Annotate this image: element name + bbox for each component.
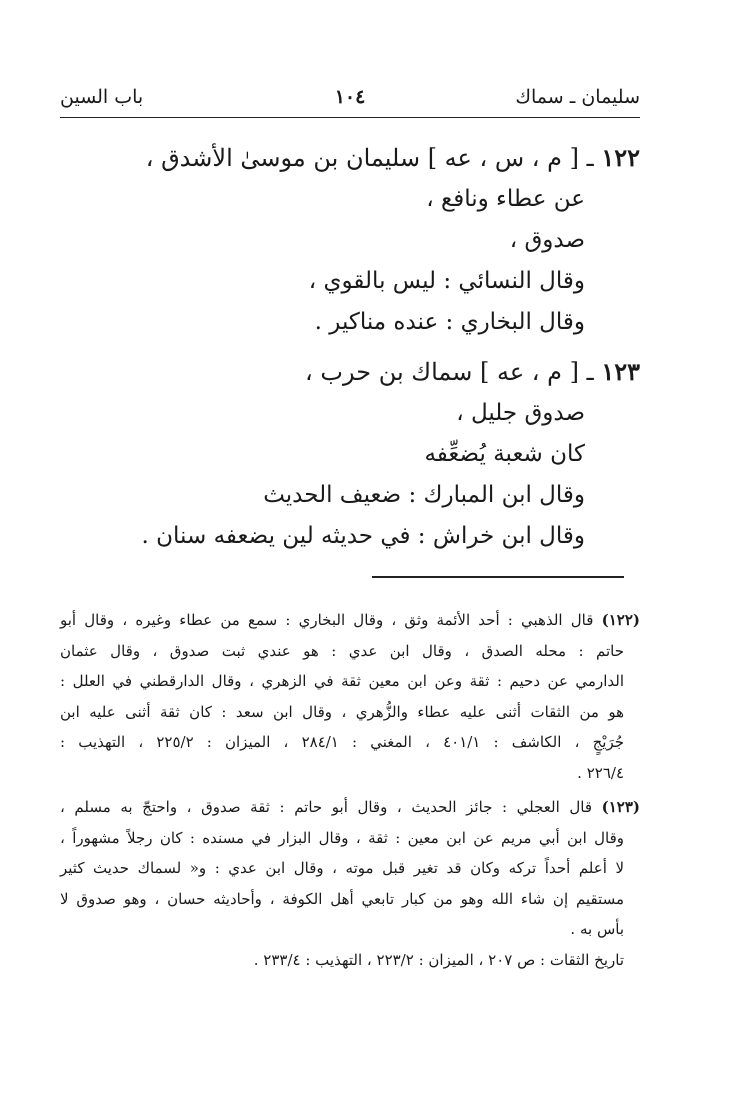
- footnote-line: (١٢٢) قال الذهبي : أحد الأئمة وثق ، وقال البخاري : سمع من عطاء وغيره ، وقال أبو: [60, 611, 640, 629]
- entry-line: عن عطاء ونافع ،: [426, 186, 585, 212]
- entry-heading: [60, 351, 640, 393]
- footnote-line: هو من الثقات أثنى عليه عطاء والزُّهري ، وقال ابن سعد : كان ثقة أثنى عليه ابن: [60, 702, 624, 721]
- entry-line: صدوق ،: [509, 227, 585, 253]
- entry-title: ـ [ م ، س ، عه ] سليمان بن موسىٰ الأشدق ،: [145, 144, 594, 172]
- entry-line: وقال ابن المبارك : ضعيف الحديث: [263, 482, 585, 508]
- entries: [60, 137, 640, 565]
- running-header: [60, 86, 640, 116]
- entry-line: وقال البخاري : عنده مناكير .: [314, 309, 585, 335]
- entry-title: ـ [ م ، عه ] سماك بن حرب ،: [305, 358, 594, 386]
- entry-line: صدوق جليل ،: [456, 400, 585, 426]
- footnote-line: تاريخ الثقات : ص ٢٠٧ ، الميزان : ٢٢٣/٢ ، التهذيب : ٢٣٣/٤ .: [253, 950, 624, 969]
- footnote-122: [60, 605, 640, 788]
- header-section-title: سليمان ـ سماك: [515, 86, 640, 108]
- entry-line: وقال النسائي : ليس بالقوي ،: [308, 268, 585, 294]
- footnote-line: لا أعلم أحداً تركه وكان قد تغير قبل موته ، وقال ابن عدي : و« لسماك حديث كثير: [60, 859, 624, 877]
- footnote-line: ٢٢٦/٤ .: [577, 763, 624, 782]
- footnote-number: (١٢٣): [601, 798, 640, 816]
- entry-heading: [60, 137, 640, 179]
- footnote-number: (١٢٢): [601, 611, 640, 629]
- footnote-line: مستقيم إن شاء الله وهو من كبار تابعي أهل الكوفة ، وأحاديثه حسان ، وهو صدوق لا: [60, 889, 624, 908]
- entry-number: ١٢٣: [601, 357, 640, 386]
- entry-line: كان شعبة يُضعِّفه: [424, 441, 585, 467]
- footnote-line: الدارمي عن دحيم : ثقة وعن ابن معين ثقة في الزهري ، وقال الدارقطني في العلل :: [60, 672, 624, 690]
- footnote-line: وقال ابن أبي مريم عن ابن معين : ثقة ، وقال البزار في مسنده : كان رجلاً مشهوراً ،: [60, 828, 624, 847]
- footnote-line: حاتم : محله الصدق ، وقال ابن عدي : هو عندي ثبت صدوق ، وقال عثمان: [60, 641, 624, 660]
- entry-122: [60, 137, 640, 343]
- footnote-line: جُرَيْجٍ ، الكاشف : ٤٠١/١ ، المغني : ٢٨٤/١ ، الميزان : ٢٢٥/٢ ، التهذيب :: [60, 733, 624, 751]
- page-number: ١٠٤: [334, 86, 366, 108]
- entry-line: وقال ابن خراش : في حديثه لين يضعفه سنان .: [141, 523, 585, 549]
- footnote-line: بأس به .: [570, 920, 624, 938]
- entry-123: [60, 351, 640, 557]
- footnote-123: [60, 792, 640, 975]
- footnotes: [60, 605, 640, 979]
- entry-number: ١٢٢: [601, 143, 640, 172]
- header-divider: [60, 117, 640, 118]
- footnote-line: (١٢٣) قال العجلي : جائز الحديث ، وقال أبو حاتم : ثقة صدوق ، واحتجّ به مسلم ،: [60, 798, 640, 816]
- header-chapter-title: باب السين: [60, 86, 144, 108]
- footnote-divider: [372, 576, 624, 578]
